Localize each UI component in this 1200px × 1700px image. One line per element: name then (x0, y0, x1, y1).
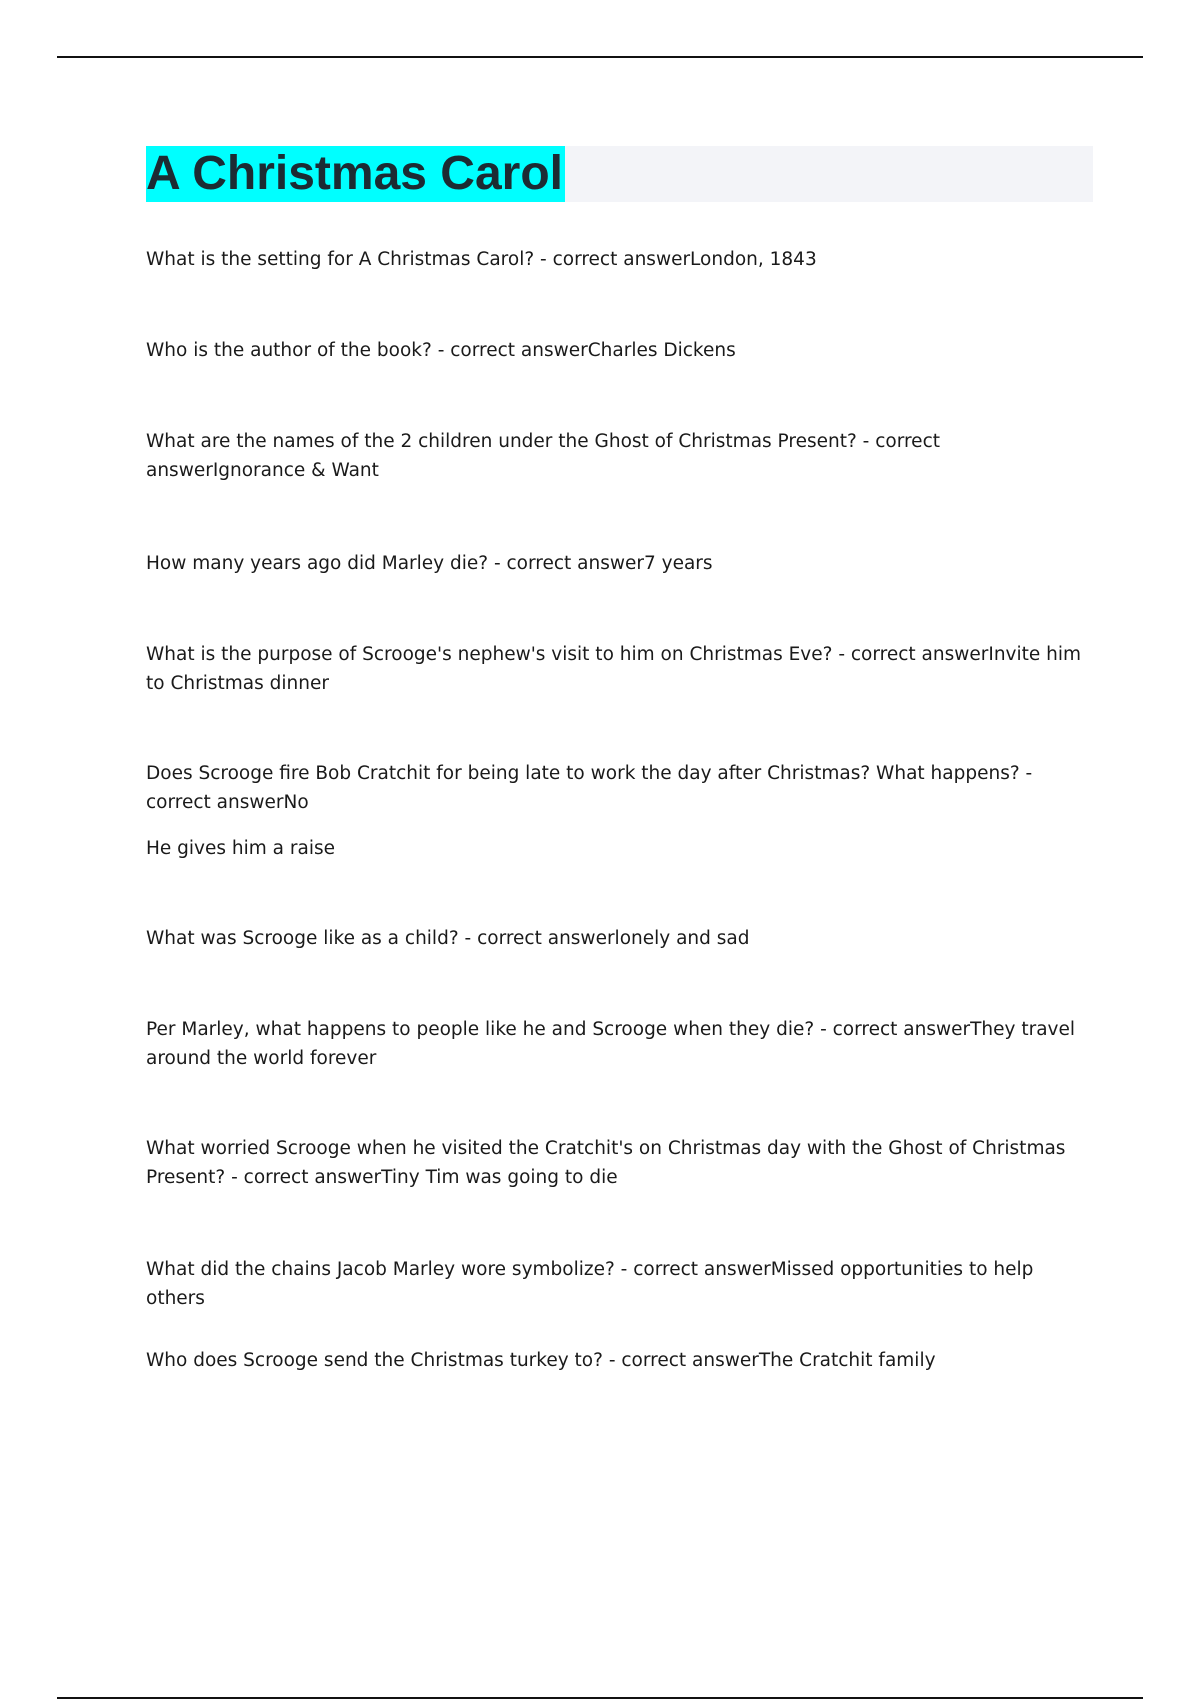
qa-text: What are the names of the 2 children under the Ghost of Christmas Present? - correct answerIgnorance & Want (146, 431, 940, 481)
qa-text: What worried Scrooge when he visited the Cratchit's on Christmas day with the Ghost of Christmas Present? - correct answerTiny Tim was going to die (146, 1138, 1066, 1188)
qa-item-5 (146, 640, 1096, 698)
qa-extra-text: He gives him a raise (146, 838, 335, 859)
qa-item-4 (146, 549, 1096, 578)
qa-text: What was Scrooge like as a child? - correct answerlonely and sad (146, 928, 750, 949)
qa-text: Per Marley, what happens to people like he and Scrooge when they die? - correct answerThey travel around the world forever (146, 1019, 1076, 1069)
qa-text: Does Scrooge fire Bob Cratchit for being late to work the day after Christmas? What happens? - correct answerNo (146, 763, 1033, 813)
qa-text: Who does Scrooge send the Christmas turkey to? - correct answerThe Cratchit family (146, 1350, 936, 1371)
title-band (146, 146, 1093, 202)
qa-text: What is the setting for A Christmas Carol? - correct answerLondon, 1843 (146, 249, 817, 270)
qa-item-6 (146, 759, 1096, 863)
page-title: A Christmas Carol (146, 147, 563, 200)
qa-item-7 (146, 924, 1096, 953)
qa-item-2 (146, 336, 1096, 365)
qa-item-8 (146, 1015, 1096, 1073)
qa-item-3 (146, 427, 1096, 485)
qa-text: How many years ago did Marley die? - correct answer7 years (146, 553, 713, 574)
qa-item-1 (146, 245, 1096, 274)
qa-text: Who is the author of the book? - correct answerCharles Dickens (146, 340, 736, 361)
qa-item-9 (146, 1134, 1096, 1192)
header-rule (57, 56, 1143, 58)
qa-item-11 (146, 1346, 1096, 1375)
qa-text: What did the chains Jacob Marley wore symbolize? - correct answerMissed opportunities to help others (146, 1259, 1034, 1309)
qa-text: What is the purpose of Scrooge's nephew's visit to him on Christmas Eve? - correct answerInvite him to Christmas dinner (146, 644, 1082, 694)
footer-rule (57, 1697, 1143, 1699)
qa-item-10 (146, 1255, 1096, 1313)
